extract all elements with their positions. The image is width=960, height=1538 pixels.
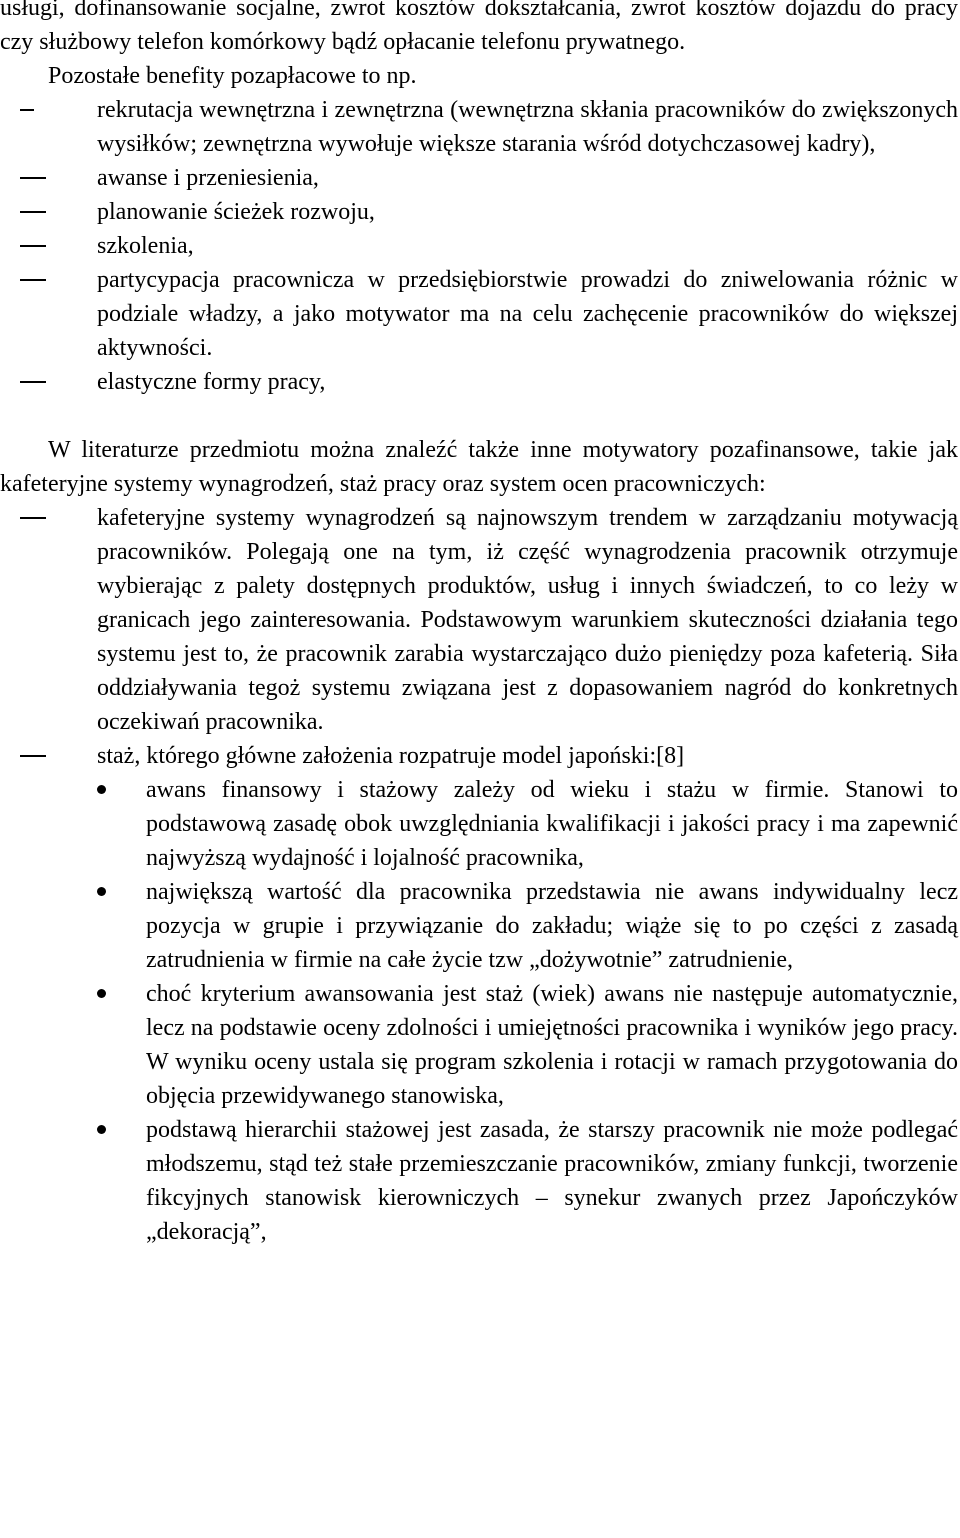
bullet-dot-icon bbox=[97, 989, 106, 998]
list-item-text: elastyczne formy pracy, bbox=[97, 369, 326, 395]
list-item-text: szkolenia, bbox=[97, 233, 194, 259]
motivators-list bbox=[0, 501, 958, 773]
list-item bbox=[0, 263, 958, 365]
list-item-text: rekrutacja wewnętrzna i zewnętrzna (wewnętrzna skłania pracowników do zwiększonych wysiłków; zewnętrzna wywołuje większe starania wśród dotychczasowej kadry), bbox=[97, 97, 958, 157]
list-item bbox=[0, 161, 958, 195]
list-item bbox=[0, 195, 958, 229]
list-item-text: choć kryterium awansowania jest staż (wiek) awans nie następuje automatycznie, lecz na podstawie oceny zdolności i umiejętności pracownika i wyników jego pracy. W wyniku oceny ustala się program szkolenia i rotacji w ramach przygotowania do objęcia przewidywanego stanowiska, bbox=[146, 981, 958, 1109]
list-item-text: kafeteryjne systemy wynagrodzeń są najnowszym trendem w zarządzaniu motywacją pracowników. Polegają one na tym, iż część wynagrodzenia pracownik otrzymuje wybierając z palety dostępnych produktów, usług i innych świadczeń, to co leży w granicach jego zainteresowania. Podstawowym warunkiem skuteczności działania tego systemu jest to, że pracownik zarabia wystarczająco dużo pieniędzy poza kafeterią. Siła oddziaływania tegoż systemu związana jest z dopasowaniem nagród do konkretnych oczekiwań pracownika. bbox=[97, 505, 958, 735]
list-item-text: partycypacja pracownicza w przedsiębiorstwie prowadzi do zniwelowania różnic w podziale władzy, a jako motywator ma na celu zachęcenie pracowników do większej aktywności. bbox=[97, 267, 958, 361]
benefits-list bbox=[0, 93, 958, 399]
list-item-text: podstawą hierarchii stażowej jest zasada, że starszy pracownik nie może podlegać młodszemu, stąd też stałe przemieszczanie pracowników, zmiany funkcji, tworzenie fikcyjnych stanowisk kierowniczych – synekur zwanych przez Japończyków „dekoracją”, bbox=[146, 1117, 958, 1245]
bullet-dot-icon bbox=[97, 887, 106, 896]
list-item bbox=[0, 229, 958, 263]
literature-paragraph: W literaturze przedmiotu można znaleźć także inne motywatory pozafinansowe, takie jak kafeteryjne systemy wynagrodzeń, staż pracy oraz system ocen pracowniczych: bbox=[0, 437, 958, 497]
bullet-dot-icon bbox=[97, 1125, 106, 1134]
list-item-text: planowanie ścieżek rozwoju, bbox=[97, 199, 375, 225]
benefits-intro: Pozostałe benefity pozapłacowe to np. bbox=[48, 63, 417, 89]
list-item-text: awans finansowy i stażowy zależy od wieku i stażu w firmie. Stanowi to podstawową zasadę obok uwzględniania kwalifikacji i jakości pracy i ma zapewnić najwyższą wydajność i lojalność pracownika, bbox=[146, 777, 958, 871]
bullet-dot-icon bbox=[97, 785, 106, 794]
dash-bullet-icon bbox=[20, 279, 46, 281]
dash-bullet-icon bbox=[20, 211, 46, 213]
list-item bbox=[0, 1113, 958, 1249]
list-item bbox=[0, 365, 958, 399]
dash-bullet-icon bbox=[20, 245, 46, 247]
list-item bbox=[0, 93, 958, 161]
list-item bbox=[0, 501, 958, 739]
list-item-text: awanse i przeniesienia, bbox=[97, 165, 319, 191]
list-item bbox=[0, 977, 958, 1113]
intro-paragraph: usługi, dofinansowanie socjalne, zwrot kosztów dokształcania, zwrot kosztów dojazdu do pracy czy służbowy telefon komórkowy bądź opłacanie telefonu prywatnego. bbox=[0, 0, 958, 55]
dash-bullet-icon bbox=[20, 177, 46, 179]
list-item-text: staż, którego główne założenia rozpatruje model japoński:[8] bbox=[97, 743, 685, 769]
dash-bullet-icon bbox=[20, 517, 46, 519]
dash-bullet-icon bbox=[20, 755, 46, 757]
dash-bullet-icon bbox=[20, 381, 46, 383]
list-item bbox=[0, 875, 958, 977]
japanese-model-list bbox=[0, 773, 958, 1249]
list-item-text: największą wartość dla pracownika przedstawia nie awans indywidualny lecz pozycja w grupie i przywiązanie do zakładu; wiąże się to po części z zasadą zatrudnienia w firmie na całe życie tzw „dożywotnie” zatrudnienie, bbox=[146, 879, 958, 973]
list-item bbox=[0, 773, 958, 875]
dash-bullet-icon bbox=[20, 109, 34, 111]
list-item bbox=[0, 739, 958, 773]
